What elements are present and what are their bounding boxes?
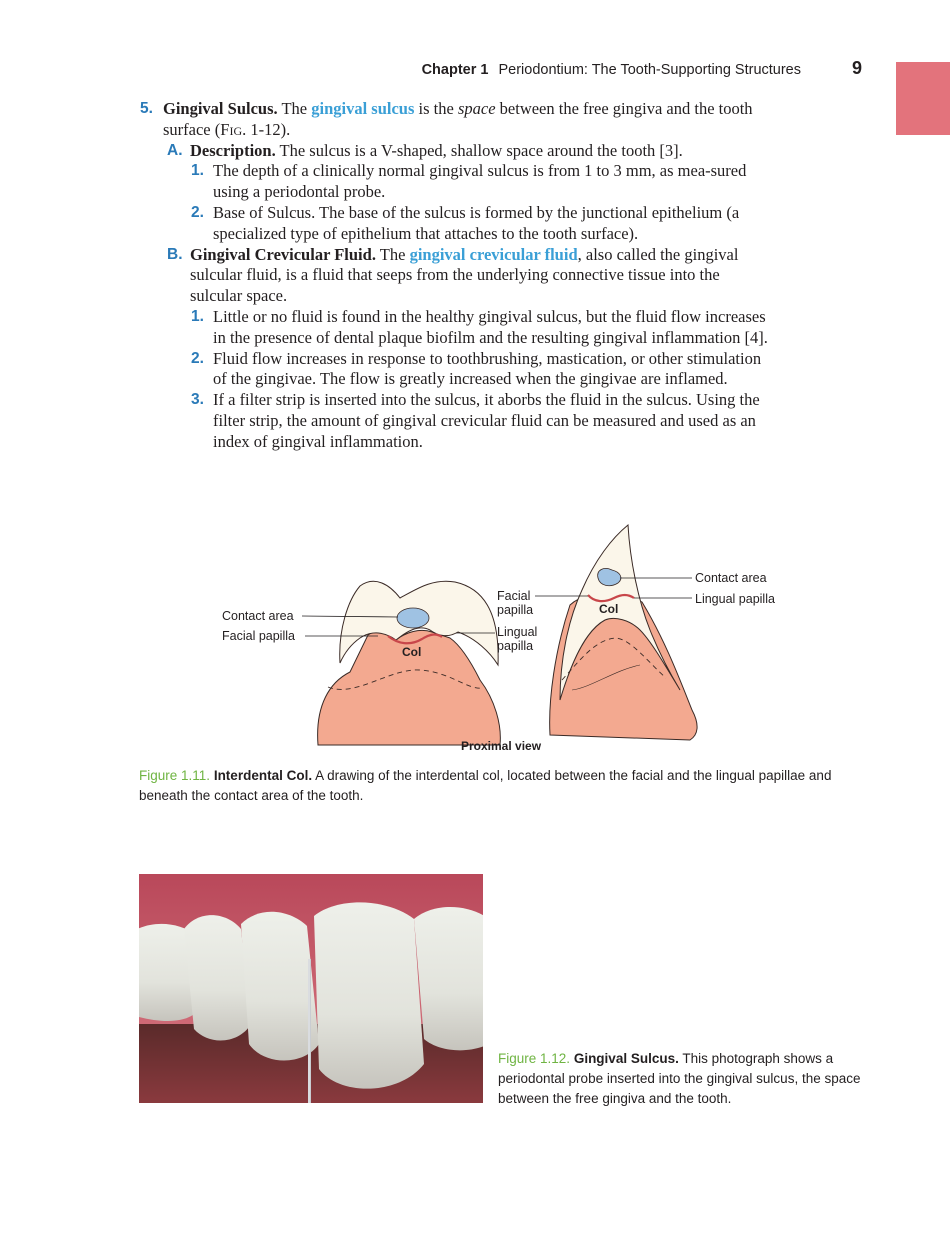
figure-ref: Fig. bbox=[220, 119, 247, 139]
label-facial-papilla-mid-1: Facial bbox=[497, 589, 531, 603]
caption-text: A drawing of the interdental col, located between the facial and the lingual papillae and beneath the contact area of the tooth. bbox=[139, 768, 832, 803]
keyword-gingival-crevicular-fluid: gingival crevicular fluid bbox=[409, 244, 578, 264]
tooth-2 bbox=[184, 915, 251, 1040]
item-number: 1. bbox=[191, 162, 204, 180]
label-contact-area-right: Contact area bbox=[695, 571, 767, 585]
item-number: 3. bbox=[191, 391, 204, 409]
keyword-gingival-sulcus: gingival sulcus bbox=[311, 99, 415, 118]
figure-title: Interdental Col. bbox=[213, 768, 313, 783]
item-text: The depth of a clinically normal gingival sulcus is from 1 to 3 mm, as mea-sured using a periodontal probe. bbox=[213, 161, 747, 202]
chapter-heading bbox=[422, 62, 801, 78]
text-run: , also called the gingival sulcular fluid, is a fluid that seeps from the underlying connective tissue into the sulcular space. bbox=[190, 244, 739, 306]
label-facial-papilla-mid-2: papilla bbox=[497, 603, 534, 617]
item-number: B. bbox=[167, 245, 183, 263]
item-number: 5. bbox=[140, 100, 153, 117]
figure-title: Gingival Sulcus. bbox=[573, 1051, 679, 1066]
tooth-3 bbox=[241, 912, 319, 1061]
emphasis: space bbox=[457, 99, 496, 118]
item-number: 2. bbox=[191, 203, 204, 221]
photo-illustration bbox=[139, 874, 483, 1103]
periodontal-probe bbox=[308, 959, 311, 1103]
list-item-b3 bbox=[140, 390, 770, 452]
running-header bbox=[0, 60, 950, 82]
text-run: The bbox=[277, 99, 312, 118]
label-lingual-papilla-mid-1: Lingual bbox=[497, 625, 538, 639]
text-run: between the free gingiva and the tooth surface ( bbox=[163, 99, 753, 139]
list-item-b bbox=[140, 245, 770, 307]
label-lingual-papilla-mid-2: papilla bbox=[497, 639, 534, 653]
list-item-a2 bbox=[140, 203, 770, 245]
figure-label: Figure 1.12. bbox=[498, 1051, 571, 1066]
chapter-label: Chapter 1 bbox=[421, 62, 489, 78]
tooth-4 bbox=[314, 902, 424, 1088]
figure-1-11-caption bbox=[139, 766, 874, 806]
item-lead: Description. bbox=[190, 140, 276, 160]
label-col-left: Col bbox=[402, 645, 422, 659]
text-run: 1-12). bbox=[246, 119, 291, 139]
list-item-a1 bbox=[140, 161, 770, 203]
figure-1-12-caption bbox=[498, 1049, 863, 1109]
item-text: Fluid flow increases in response to toothbrushing, mastication, or other stimulation of the gingivae. The flow is greatly increased when the gingivae are inflamed. bbox=[213, 348, 762, 389]
list-item-b2 bbox=[140, 349, 770, 391]
list-item-5 bbox=[140, 99, 770, 141]
item-number: 2. bbox=[191, 349, 204, 367]
interdental-col-figure bbox=[210, 520, 800, 760]
chapter-title: Periodontium: The Tooth-Supporting Structures bbox=[498, 62, 801, 78]
caption-text: This photograph shows a periodontal probe inserted into the gingival sulcus, the space between the free gingiva and the tooth. bbox=[498, 1051, 861, 1106]
list-item-a bbox=[140, 141, 770, 162]
label-lingual-papilla-right: Lingual papilla bbox=[695, 592, 775, 606]
label-proximal-view: Proximal view bbox=[461, 739, 542, 753]
list-item-b1 bbox=[140, 307, 770, 349]
item-lead: Gingival Crevicular Fluid. bbox=[190, 244, 376, 264]
text-run: is the bbox=[414, 99, 458, 118]
text-run: The bbox=[375, 244, 410, 264]
body-text bbox=[140, 99, 770, 453]
figure-label: Figure 1.11. bbox=[139, 768, 211, 783]
gingival-sulcus-photo bbox=[139, 874, 483, 1103]
item-text: The sulcus is a V-shaped, shallow space around the tooth [3]. bbox=[275, 140, 683, 160]
tooth-5 bbox=[414, 907, 483, 1050]
item-lead: Gingival Sulcus. bbox=[163, 99, 278, 118]
page-number: 9 bbox=[852, 58, 863, 78]
contact-area-left bbox=[397, 608, 429, 628]
label-col-right: Col bbox=[599, 602, 619, 616]
label-contact-area-left: Contact area bbox=[222, 609, 294, 623]
item-text: Base of Sulcus. The base of the sulcus is formed by the junctional epithelium (a specialized type of epithelium that attaches to the tooth surface). bbox=[213, 202, 740, 243]
item-text: If a filter strip is inserted into the sulcus, it aborbs the fluid in the sulcus. Using the filter strip, the amount of gingival crevicular fluid can be measured and used as an index of gingival inflammation. bbox=[213, 390, 760, 451]
label-facial-papilla-left: Facial papilla bbox=[222, 629, 295, 643]
item-number: A. bbox=[167, 141, 183, 159]
item-number: 1. bbox=[191, 307, 204, 325]
item-text: Little or no fluid is found in the healthy gingival sulcus, but the fluid flow increases in the presence of dental plaque biofilm and the resulting gingival inflammation [4]. bbox=[213, 306, 768, 347]
